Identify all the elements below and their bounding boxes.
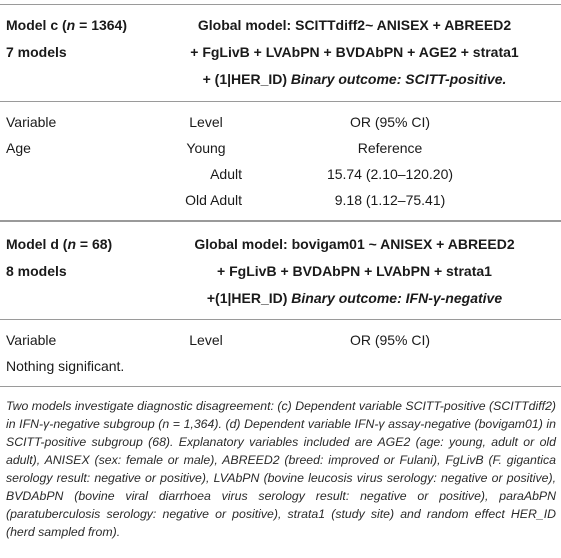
model-c-formula-line3: + (1|HER_ID) Binary outcome: SCITT-positive. — [202, 71, 507, 87]
table-c-row-level: Old Adult — [185, 192, 242, 208]
table-c-header-or: OR (95% CI) — [349, 114, 431, 130]
table-d-header-or: OR (95% CI) — [349, 332, 431, 348]
model-d-formula-line2: + FgLivB + BVDAbPN + LVAbPN + strata1 — [217, 263, 492, 279]
model-d-rule — [0, 319, 561, 320]
table-c-row-or: 9.18 (1.12–75.41) — [334, 192, 446, 208]
table-footnote: Two models investigate diagnostic disagreement: (c) Dependent variable SCITT-positive (SCITTdiff2) in IFN-γ-negative subgroup (n = 1,364). (d) Dependent variable IFN-γ assay-negative (bovigam01) in SCITT-positive subgroup (68). Explanatory variables included are AGE2 (age: young, adult or old adult), ANISEX (sex: female or male), ABREED2 (breed: improved or Fulani), FgLivB (F. gigantica serology result: negative or positive), LVAbPN (bovine leucosis virus serology: negative or positive), BVDAbPN (bovine viral diarrhoea virus serology result: negative or positive), paraAbPN (paratuberculosis serology: negative or positive), strata1 (study site) and random effect HER_ID (herd sampled from). — [6, 399, 556, 539]
model-c-label: Model c (n = 1364) — [6, 17, 127, 33]
top-rule — [0, 4, 561, 5]
model-c-formula-line1: Global model: SCITTdiff2~ ANISEX + ABREED2 — [197, 17, 512, 33]
table-c-header-variable: Variable — [6, 114, 57, 130]
model-c-rule — [0, 101, 561, 102]
model-c-formula-line2: + FgLivB + LVAbPN + BVDAbPN + AGE2 + strata1 — [190, 44, 519, 60]
model-d-formula-line1: Global model: bovigam01 ~ ANISEX + ABREED2 — [194, 236, 515, 252]
section-divider-rule — [0, 220, 561, 222]
table-c-header-level: Level — [189, 114, 223, 130]
table-c-row-level: Young — [186, 140, 226, 156]
model-d-count: 8 models — [6, 263, 67, 279]
bottom-rule — [0, 386, 561, 387]
table-d-header-variable: Variable — [6, 332, 57, 348]
table-c-row-or: 15.74 (2.10–120.20) — [326, 166, 454, 182]
model-d-label: Model d (n = 68) — [6, 236, 113, 252]
model-d-formula-line3: +(1|HER_ID) Binary outcome: IFN-γ-negative — [206, 290, 503, 306]
table-c-row-variable: Age — [6, 140, 31, 156]
model-c-count: 7 models — [6, 44, 67, 60]
table-c-row-level: Adult — [210, 166, 242, 182]
table-d-header-level: Level — [189, 332, 223, 348]
table-c-row-or: Reference — [357, 140, 423, 156]
table-d-note: Nothing significant. — [6, 358, 125, 374]
